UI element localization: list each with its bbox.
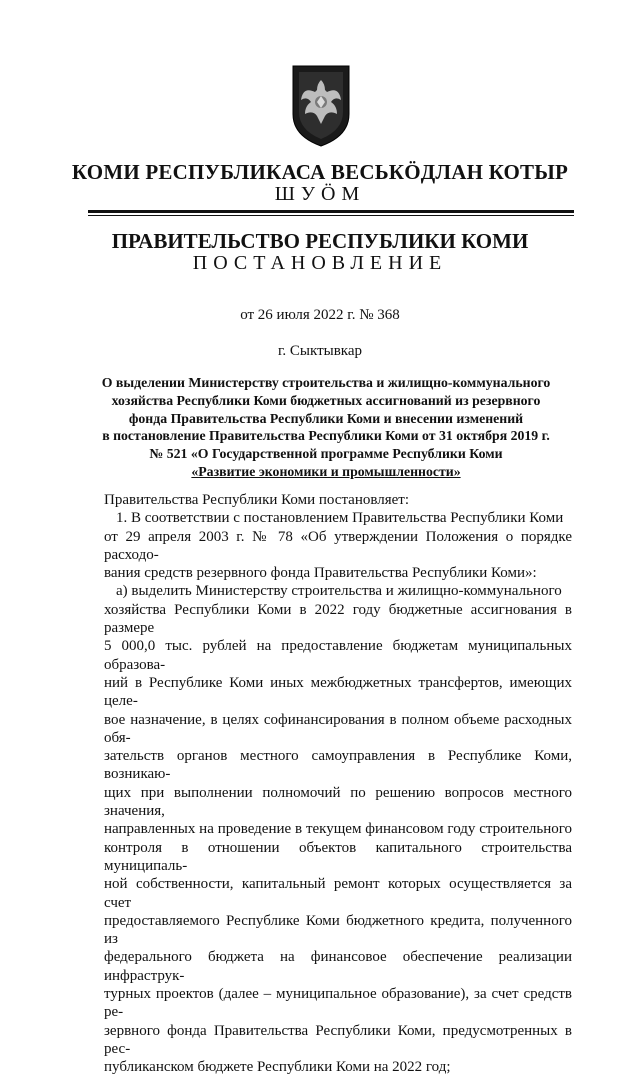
document-subject	[70, 374, 582, 481]
subject-line-underlined: «Развитие экономики и промышленности»	[191, 463, 461, 479]
body-line: 5 000,0 тыс. рублей на предоставление бюджетам муниципальных образова-	[104, 638, 572, 673]
coat-of-arms-emblem	[287, 62, 355, 148]
body-line: направленных на проведение в текущем финансовом году строительного	[104, 821, 572, 838]
body-line: зательств органов местного самоуправления в Республике Коми, возникаю-	[104, 748, 572, 783]
subject-line: хозяйства Республики Коми бюджетных ассигнований из резервного	[111, 392, 541, 408]
body-line: щих при выполнении полномочий по решению вопросов местного значения,	[104, 784, 572, 820]
header-divider-thin	[88, 215, 574, 216]
body-line: вания средств резервного фонда Правительства Республики Коми»:	[104, 565, 537, 582]
document-body	[104, 491, 572, 1077]
body-line: ной собственности, капитальный ремонт которых осуществляется за счет	[104, 876, 572, 911]
subject-line: фонда Правительства Республики Коми и внесении изменений	[128, 410, 524, 426]
body-line: контроля в отношении объектов капитального строительства муниципаль-	[104, 839, 572, 874]
body-line: публиканском бюджете Республики Коми на 2022 год;	[104, 1059, 451, 1076]
body-line: зервного фонда Правительства Республики Коми, предусмотренных в рес-	[104, 1022, 572, 1057]
body-line: вое назначение, в целях софинансирования в полном объеме расходных обя-	[104, 711, 572, 746]
header-divider-thick	[88, 210, 574, 213]
subject-line: в постановление Правительства Республики Коми от 31 октября 2019 г.	[102, 428, 550, 444]
body-line: от 29 апреля 2003 г. № 78 «Об утверждении Положения о порядке расходо-	[104, 528, 572, 563]
komi-document-type: ШУÖМ	[274, 183, 366, 205]
body-line: федерального бюджета на финансовое обеспечение реализации инфраструк-	[104, 949, 572, 984]
body-line: ний в Республике Коми иных межбюджетных трансфертов, имеющих целе-	[104, 674, 572, 710]
paragraph-1-line: 1. В соответствии с постановлением Правительства Республики Коми	[116, 510, 564, 527]
body-line: хозяйства Республики Коми в 2022 году бюджетные ассигнования в размере	[104, 601, 572, 637]
document-date-number: от 26 июля 2022 г. № 368	[240, 307, 400, 323]
russian-document-type: ПОСТАНОВЛЕНИЕ	[192, 252, 448, 274]
body-line: турных проектов (далее – муниципальное образование), за счет средств ре-	[104, 986, 572, 1021]
subparagraph-a-line: а) выделить Министерству строительства и жилищно-коммунального	[116, 583, 562, 600]
subject-line: № 521 «О Государственной программе Республики Коми	[149, 446, 503, 462]
preamble-line: Правительства Республики Коми постановляет:	[104, 492, 410, 508]
body-line: предоставляемого Республике Коми бюджетного кредита, полученного из	[104, 912, 572, 948]
russian-government-title: ПРАВИТЕЛЬСТВО РЕСПУБЛИКИ КОМИ	[111, 229, 529, 253]
komi-government-title: КОМИ РЕСПУБЛИКАСА ВЕСЬКÖДЛАН КОТЫР	[71, 160, 569, 184]
subject-line: О выделении Министерству строительства и жилищно-коммунального	[101, 375, 551, 390]
document-city: г. Сыктывкар	[277, 343, 363, 359]
